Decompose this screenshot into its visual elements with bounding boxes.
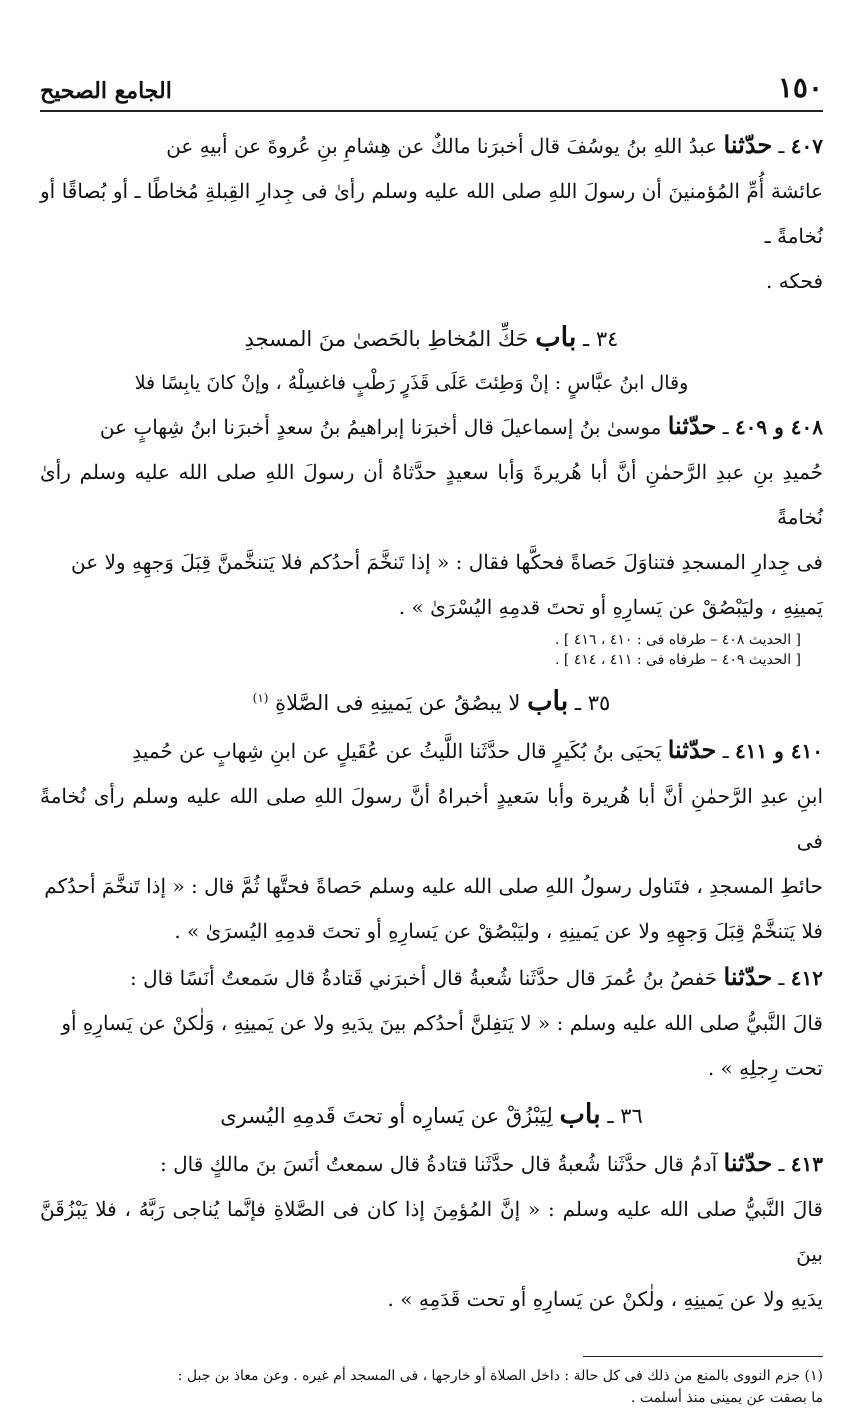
chapter-number: ٣٤: [595, 327, 619, 351]
hadith-410-line-2: ابنِ عبدِ الرَّحمٰنِ أنَّ أبا هُريرة وأبا سَعيدٍ أخبراهُ أنَّ رسولَ اللهِ صلى الله عليه وسلم رأى نُخامةً فى: [40, 784, 823, 853]
footnote-marker: (١): [252, 691, 269, 705]
hadith-408-409: [40, 403, 823, 670]
hadith-413-line-1: ٤١٣ ـ حدّثنا آدمُ قال حدَّثَنا شُعبةُ قال حدَّثَنا قتادةُ قال سمعتُ أنَسَ بنَ مالكٍ قال :: [160, 1148, 823, 1177]
hadith-412: [40, 954, 823, 1091]
footnote: [40, 1365, 823, 1409]
chapter-number: ٣٥: [587, 691, 611, 715]
hadith-410-line-3: حائطِ المسجدِ ، فتَناول رسولُ اللهِ صلى الله عليه وسلم حَصاةً فحتَّها ثُمَّ قال : « إذا تَنخَّمَ أحدُكم: [44, 874, 823, 898]
hadith-408-line-3: فى جِدارِ المسجدِ فتناوَلَ حَصاةً فحكَّها فقال : « إذا تَنخَّمَ أحدُكم فلا يَتنخَّمنَّ قِبَلَ وَجهِهِ ولا عن: [71, 550, 823, 574]
bab-word: باب: [527, 686, 569, 717]
cross-reference-409: [ الحديث ٤٠٩ – طرفاه فى : ٤١١ ، ٤١٤ ] .: [555, 652, 801, 668]
bab-word: باب: [535, 322, 577, 353]
document-page: [40, 70, 823, 1409]
chapter-heading: ٣٥ ـ باب لا يبصُقُ عن يَمينِهِ فى الصَّلاةِ $^{(١)}$: [252, 686, 611, 717]
chapter-quote: وقال ابنُ عبَّاسٍ : إنْ وَطِئتَ عَلَى قَذَرٍ رَطْبٍ فاغسِلْهُ ، وإنْ كانَ يابِسًا فلا: [134, 372, 689, 394]
haddatha-word: حدّثنا: [667, 735, 717, 764]
hadith-number: ٤١٢: [790, 966, 823, 990]
hadith-407-line-1: ٤٠٧ ـ حدّثنا عبدُ اللهِ بنُ يوسُفَ قال أخبرَنا مالكٌ عن هِشامِ بنِ عُروةَ عن أبيهِ عن: [166, 130, 823, 159]
cross-reference-408: [ الحديث ٤٠٨ – طرفاه فى : ٤١٠ ، ٤١٦ ] .: [555, 632, 801, 648]
hadith-412-line-1: ٤١٢ ـ حدّثنا حَفصُ بنُ عُمرَ قال حدَّثَنا شُعبةُ قال أخبرَني قَتادةُ قال سَمعتُ أنَسًا قال :: [130, 962, 823, 991]
hadith-413-line-3: يدَيهِ ولا عن يَمينِهِ ، ولٰكنْ عن يَسارِهِ أو تحت قَدَمِهِ » .: [387, 1287, 823, 1311]
cross-references: [40, 630, 801, 670]
footnote-divider: [583, 1356, 823, 1357]
hadith-number: ٤٠٨ و ٤٠٩: [734, 415, 823, 439]
chapter-title: حَكِّ المُخاطِ بالحَصىٰ منَ المسجدِ: [244, 327, 529, 351]
hadith-408-line-2: حُميدِ بنِ عبدِ الرَّحمٰنِ أنَّ أبا هُريرةَ وَأبا سعيدٍ حدَّثاهُ أن رسولَ اللهِ صلى الله عليه وسلم رأىٰ نُخامةً: [40, 460, 823, 529]
hadith-text: حَفصُ بنُ عُمرَ قال حدَّثَنا شُعبةُ قال أخبرَني قَتادةُ قال سَمعتُ أنَسًا قال :: [130, 966, 718, 990]
hadith-text: يَحيَى بنُ بُكَيرٍ قال حدَّثَنا اللَّيثُ عن عُقَيلٍ عن ابنِ شِهابٍ عن حُميدِ: [132, 739, 662, 763]
hadith-number: ٤٠٧: [790, 134, 823, 158]
chapter-34: [40, 314, 823, 403]
page-number: ١٥٠: [777, 71, 823, 104]
hadith-407-line-2: عائشة أُمِّ المُؤمنينَ أن رسولَ اللهِ صلى الله عليه وسلم رأىٰ فى جِدارِ القِبلةِ مُخاطًا ـ أو بُصاقًا أو نُخامةً ـ: [40, 179, 823, 248]
chapter-heading: ٣٦ ـ باب لِيَبْزُقْ عن يَسارِه أو تحتَ قَدمِهِ اليُسرى: [220, 1099, 643, 1130]
page-header: [40, 70, 823, 112]
hadith-413-line-2: قالَ النَّبيُّ صلى الله عليه وسلم : « إنَّ المُؤمِنَ إذا كان فى الصَّلاةِ فإنَّما يُناجى رَبَّهُ ، فلا يَبْزُقَنَّ بينَ: [40, 1197, 823, 1266]
hadith-413: [40, 1140, 823, 1322]
chapter-number: ٣٦: [620, 1104, 643, 1128]
hadith-412-line-3: تحت رِجلِهِ » .: [707, 1056, 823, 1080]
haddatha-word: حدّثنا: [723, 962, 773, 991]
chapter-heading: ٣٤ ـ باب حَكِّ المُخاطِ بالحَصىٰ منَ المسجدِ: [244, 322, 619, 353]
hadith-410-line-1: ٤١٠ و ٤١١ ـ حدّثنا يَحيَى بنُ بُكَيرٍ قال حدَّثَنا اللَّيثُ عن عُقَيلٍ عن ابنِ شِهابٍ عن حُميدِ: [132, 735, 823, 764]
hadith-410-line-4: فلا يَتنخَّمْ قِبَلَ وَجهِهِ ولا عن يَمينِهِ ، وليَبْصُقْ عن يَسارِهِ أو تحتَ قدمِهِ اليُسرَىٰ » .: [174, 919, 823, 943]
bab-word: باب: [559, 1099, 601, 1130]
footnote-line-2: ما بصقت عن يمينى منذ أسلمت .: [630, 1390, 823, 1406]
hadith-text: عبدُ اللهِ بنُ يوسُفَ قال أخبرَنا مالكٌ عن هِشامِ بنِ عُروةَ عن أبيهِ عن: [166, 134, 718, 158]
chapter-title: لِيَبْزُقْ عن يَسارِه أو تحتَ قَدمِهِ اليُسرى: [220, 1104, 553, 1128]
haddatha-word: حدّثنا: [723, 1148, 773, 1177]
hadith-407: [40, 122, 823, 304]
chapter-35: [40, 674, 823, 727]
hadith-number: ٤١٣: [790, 1152, 823, 1176]
hadith-410-411: [40, 727, 823, 954]
chapter-36: [40, 1091, 823, 1140]
hadith-number: ٤١٠ و ٤١١: [734, 739, 823, 763]
haddatha-word: حدّثنا: [667, 411, 717, 440]
hadith-408-line-4: يَمينِهِ ، وليَبْصُقْ عن يَسارِهِ أو تحتَ قدمِهِ اليُسْرَىٰ » .: [398, 595, 823, 619]
footnote-line-1: (١) جزم النووى بالمنع من ذلك فى كل حالة : داخل الصلاة أو خارجها ، فى المسجد أم غيره . وعن معاذ بن جبل :: [177, 1368, 823, 1384]
hadith-412-line-2: قالَ النَّبيُّ صلى الله عليه وسلم : « لا يَتفِلنَّ أحدُكم بينَ يدَيهِ ولا عن يَمينِهِ ، وَلٰكنْ عن يَسارِهِ أو: [61, 1011, 823, 1035]
chapter-title: لا يبصُقُ عن يَمينِهِ فى الصَّلاةِ: [275, 691, 521, 715]
running-title: الجامع الصحيح: [40, 78, 172, 104]
hadith-text: آدمُ قال حدَّثَنا شُعبةُ قال حدَّثَنا قتادةُ قال سمعتُ أنَسَ بنَ مالكٍ قال :: [160, 1152, 718, 1176]
haddatha-word: حدّثنا: [723, 130, 773, 159]
hadith-407-line-3: فحكه .: [766, 269, 823, 293]
hadith-text: موسىٰ بنُ إسماعيلَ قال أخبرَنا إبراهيمُ بنُ سعدٍ أخبرَنا ابنُ شِهابٍ عن: [99, 415, 662, 439]
hadith-408-line-1: ٤٠٨ و ٤٠٩ ـ حدّثنا موسىٰ بنُ إسماعيلَ قال أخبرَنا إبراهيمُ بنُ سعدٍ أخبرَنا ابنُ شِهابٍ عن: [99, 411, 823, 440]
